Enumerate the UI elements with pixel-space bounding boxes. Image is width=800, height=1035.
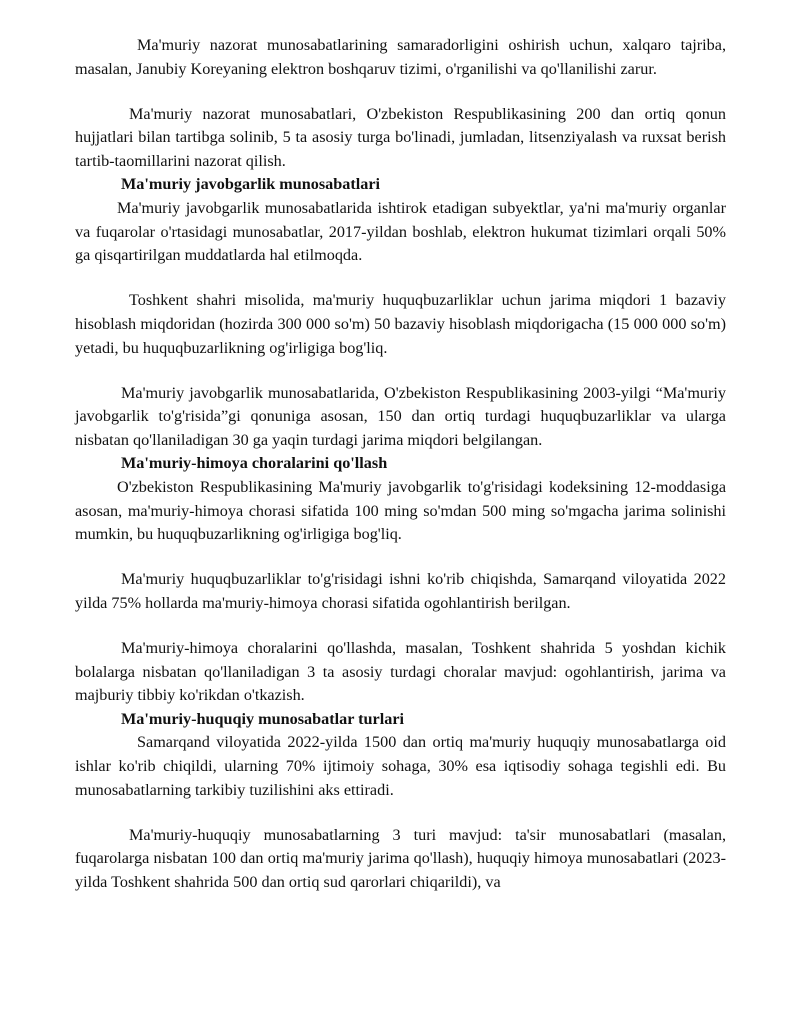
paragraph-liability-subjects: Ma'muriy javobgarlik munosabatlarida ishtirok etadigan subyektlar, ya'ni ma'muriy organlar va fuqarolar o'rtasidagi munosabatlar, 2017-yildan boshlab, elektron hukumat tizimlari orqali 50% ga qisqartirilgan muddatlarda hal etilmoqda. bbox=[75, 199, 726, 265]
document-page bbox=[75, 34, 726, 894]
paragraph-fines-tashkent: Toshkent shahri misolida, ma'muriy huquqbuzarliklar uchun jarima miqdori 1 bazaviy hisoblash miqdoridan (hozirda 300 000 so'm) 50 bazaviy hisoblash miqdorigacha (15 000 000 so'm) yetadi, bu huquqbuzarlikning og'irligiga bog'liq. bbox=[75, 291, 726, 357]
paragraph-three-types: Ma'muriy-huquqiy munosabatlarning 3 turi mavjud: ta'sir munosabatlari (masalan, fuqarolarga nisbatan 100 dan ortiq ma'muriy jarima qo'llash), huquqiy himoya munosabatlari (2023-yilda Toshkent shahrida 500 dan ortiq sud qarorlari chiqarildi), va bbox=[75, 825, 726, 891]
paragraph-intl-experience: Ma'muriy nazorat munosabatlarining samaradorligini oshirish uchun, xalqaro tajriba, masalan, Janubiy Koreyaning elektron boshqaruv tizimi, o'rganilishi va qo'llanilishi zarur. bbox=[75, 36, 726, 78]
section-heading-liability: Ma'muriy javobgarlik munosabatlari bbox=[121, 175, 381, 194]
paragraph-children-measures: Ma'muriy-himoya choralarini qo'llashda, masalan, Toshkent shahrida 5 yoshdan kichik bolalarga nisbatan qo'llaniladigan 3 ta asosiy turdagi choralar mavjud: ogohlantirish, jarima va majburiy tibbiy ko'rikdan o'tkazish. bbox=[75, 638, 726, 705]
paragraph-samarkand-cases: Samarqand viloyatida 2022-yilda 1500 dan ortiq ma'muriy huquqiy munosabatlarga oid ishlar ko'rib chiqildi, ularning 70% ijtimoiy sohaga, 30% esa iqtisodiy sohaga tegishli edi. Bu munosabatlarning tarkibiy tuzilishini aks ettiradi. bbox=[75, 733, 726, 799]
section-heading-protective-measures: Ma'muriy-himoya choralarini qo'llash bbox=[121, 454, 388, 473]
paragraph-liability-law-2003: Ma'muriy javobgarlik munosabatlarida, O'zbekiston Respublikasining 2003-yilgi “Ma'muriy javobgarlik to'g'risida”gi qonuniga asosan, 150 dan ortiq turdagi huquqbuzarliklar va ularga nisbatan qo'llaniladigan 30 ga yaqin turdagi jarima miqdori belgilangan. bbox=[75, 383, 726, 449]
paragraph-code-article-12: O'zbekiston Respublikasining Ma'muriy javobgarlik to'g'risidagi kodeksining 12-moddasiga asosan, ma'muriy-himoya chorasi sifatida 100 ming so'mdan 500 ming so'mgacha jarima solinishi mumkin, bu huquqbuzarlikning og'irligiga bog'liq. bbox=[75, 478, 726, 544]
paragraph-samarkand-warnings: Ma'muriy huquqbuzarliklar to'g'risidagi ishni ko'rib chiqishda, Samarqand viloyatida 2022 yilda 75% hollarda ma'muriy-himoya chorasi sifatida ogohlantirish berilgan. bbox=[75, 570, 726, 612]
paragraph-control-relations: Ma'muriy nazorat munosabatlari, O'zbekiston Respublikasining 200 dan ortiq qonun hujjatlari bilan tartibga solinib, 5 ta asosiy turga bo'linadi, jumladan, litsenziyalash va ruxsat berish tartib-taomillarini nazorat qilish. bbox=[75, 104, 726, 170]
section-heading-relation-types: Ma'muriy-huquqiy munosabatlar turlari bbox=[121, 709, 405, 728]
